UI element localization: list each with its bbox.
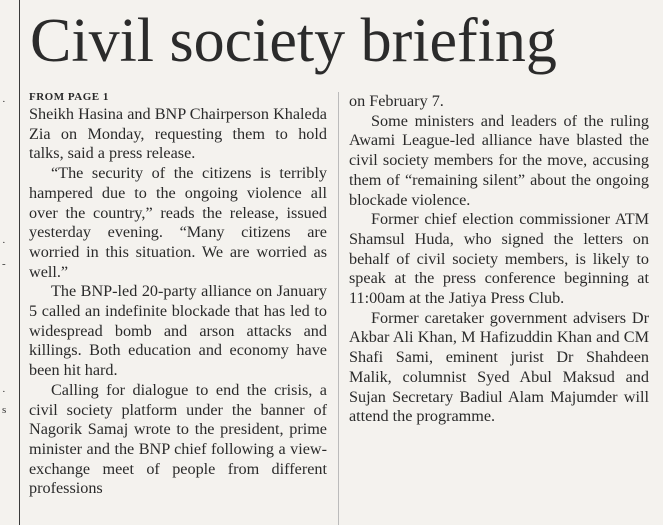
adjacent-column-fragment — [0, 0, 18, 525]
paragraph: Some ministers and leaders of the ruling Awami League-led alliance have blasted the civil society members for the move, accusing them of “remaining silent” about the ongoing blockade violence. — [349, 111, 649, 209]
headline: Civil society briefing — [30, 7, 557, 75]
strip-mark: s — [2, 404, 7, 416]
article-column-2 — [349, 92, 649, 427]
kicker-from-page-1: FROM PAGE 1 — [29, 91, 109, 103]
strip-mark: - — [2, 258, 6, 270]
paragraph: Sheikh Hasina and BNP Chairperson Khaleda Zia on Monday, requesting them to hold talks, said a press release. — [29, 105, 327, 163]
strip-mark: · — [2, 386, 6, 398]
strip-mark: · — [2, 96, 6, 108]
paragraph: Former caretaker government advisers Dr Akbar Ali Khan, M Hafizuddin Khan and CM Shafi Sami, eminent jurist Dr Shahdeen Malik, columnist Syed Abul Maksud and Sujan Secretary Badiul Alam Majumder will attend the programme. — [349, 308, 649, 426]
column-divider-left — [19, 0, 20, 525]
strip-mark: · — [2, 237, 6, 249]
article-column-1 — [29, 90, 327, 499]
paragraph: Former chief election commissioner ATM Shamsul Huda, who signed the letters on behalf of civil society members, is likely to speak at the press conference beginning at 11:00am at the Jatiya Press Club. — [349, 210, 649, 308]
column-divider — [338, 92, 339, 525]
paragraph: The BNP-led 20-party alliance on January 5 called an indefinite blockade that has led to widespread bomb and arson attacks and killings. Both education and economy have been hit hard. — [29, 282, 327, 380]
paragraph: on February 7. — [349, 92, 444, 110]
paragraph: Calling for dialogue to end the crisis, a civil society platform under the banner of Nagorik Samaj wrote to the president, prime minister and the BNP chief following a view-exchange meet of people from different professions — [29, 380, 327, 498]
paragraph: “The security of the citizens is terribly hampered due to the ongoing violence all over the country,” reads the release, issued yesterday evening. “Many citizens are worried in this situation. We are worried as well.” — [29, 164, 327, 281]
